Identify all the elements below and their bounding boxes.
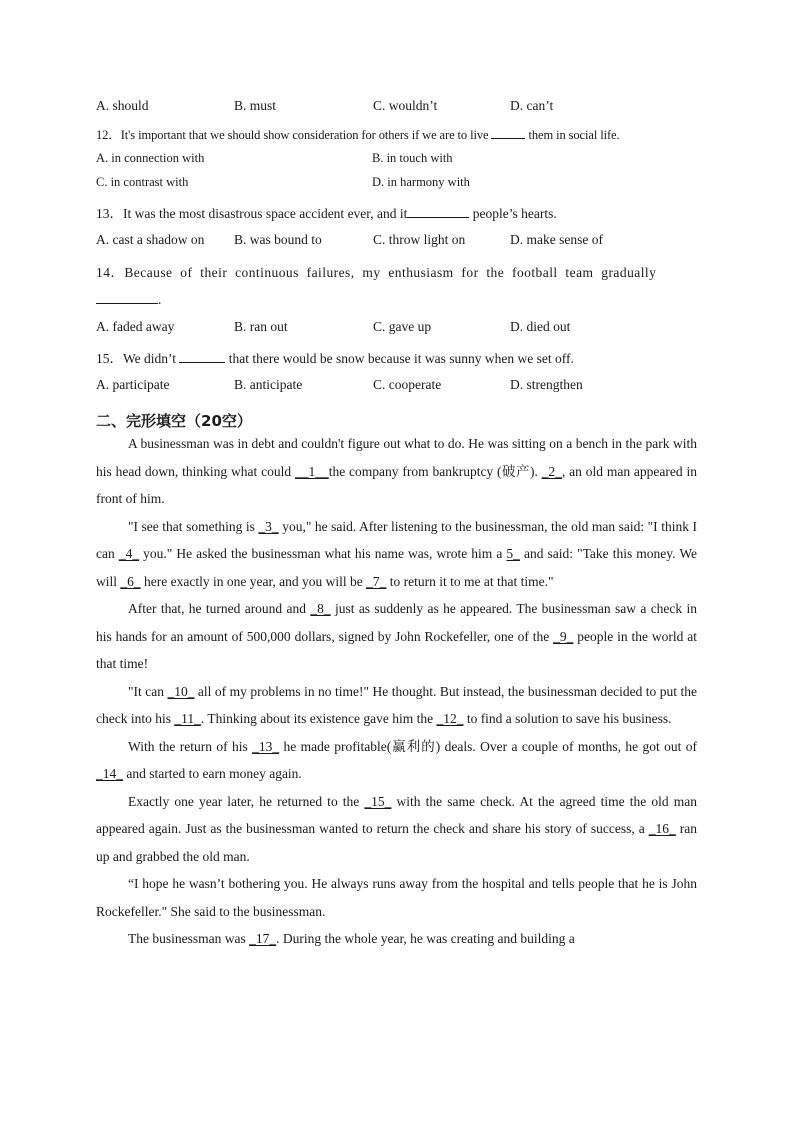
cloze-blank-4[interactable]: _4_ — [118, 546, 140, 561]
passage-text: here exactly in one year, and you will be — [140, 573, 367, 589]
cloze-blank-8[interactable]: _8_ — [310, 601, 331, 616]
passage-text: and said: "Take this money. We will — [96, 546, 698, 589]
passage-text: After that, he turned around and — [128, 601, 311, 616]
cloze-blank-14[interactable]: _14_ — [96, 766, 123, 781]
q15-option-d[interactable]: D. strengthen — [510, 377, 583, 392]
q15-options — [96, 377, 696, 395]
q13-stem-end: people’s hearts. — [469, 206, 557, 221]
q12-options-row2 — [96, 175, 696, 193]
passage-text: he made profitable(赢利的) deals. Over a couple of months, he got out of — [279, 738, 697, 754]
q15-option-b[interactable]: B. anticipate — [234, 377, 303, 392]
passage-text: people in the world at that time! — [96, 628, 698, 671]
passage-text: "I see that something is — [128, 518, 259, 534]
q13-stem-start: 13．It was the most disastrous space accident ever, and it — [96, 206, 408, 221]
q14-stem-line2 — [96, 291, 696, 308]
passage-text: to find a solution to save his business. — [463, 711, 672, 726]
passage-text: The businessman was — [128, 931, 250, 946]
q14-stem-end: . — [158, 292, 162, 307]
passage-text: With the return of his — [128, 738, 253, 754]
cloze-blank-15[interactable]: _15_ — [364, 793, 392, 809]
cloze-blank-1[interactable]: __1__ — [294, 463, 329, 479]
passage-text: the company from bankruptcy (破产). — [328, 463, 542, 479]
q12-option-b[interactable]: B. in touch with — [372, 151, 453, 165]
q11-option-a[interactable]: A. should — [96, 98, 149, 113]
q11-option-c[interactable]: C. wouldn’t — [373, 98, 438, 113]
cloze-blank-13[interactable]: _13_ — [252, 738, 280, 754]
q13-option-a[interactable]: A. cast a shadow on — [96, 232, 205, 247]
q13-options — [96, 232, 696, 250]
q12-blank[interactable] — [491, 126, 525, 139]
q14-stem: 14．Because of their continuous failures, my enthusiasm for the football team gradually — [96, 265, 657, 280]
cloze-blank-16[interactable]: _16_ — [648, 821, 676, 836]
cloze-blank-11[interactable]: _11_ — [174, 711, 201, 726]
q14-option-c[interactable]: C. gave up — [373, 319, 432, 334]
passage-paragraph-8 — [96, 925, 697, 953]
passage-paragraph-6 — [96, 788, 697, 871]
passage-text: . During the whole year, he was creating and building a — [276, 931, 575, 946]
cloze-blank-5[interactable]: 5_ — [506, 546, 520, 561]
q12-stem-end: them in social life. — [525, 128, 620, 142]
passage-paragraph-3 — [96, 595, 697, 678]
passage-text: "It can — [128, 683, 168, 699]
passage-paragraph-4 — [96, 678, 697, 733]
q11-options — [96, 98, 696, 116]
q15-stem — [96, 347, 696, 367]
q13-blank[interactable] — [407, 205, 469, 218]
q15-stem-start: 15．We didn’t — [96, 351, 180, 366]
passage-paragraph-2 — [96, 513, 697, 596]
q14-options — [96, 319, 696, 337]
passage-paragraph-5 — [96, 733, 697, 788]
passage-text: to return it to me at that time." — [386, 573, 554, 589]
q14-option-b[interactable]: B. ran out — [234, 319, 288, 334]
passage-text: and started to earn money again. — [123, 766, 302, 781]
passage-text: , an old man appeared in front of him. — [96, 463, 697, 506]
q14-blank[interactable] — [96, 291, 158, 304]
cloze-blank-17[interactable]: _17_ — [249, 931, 277, 946]
passage-text: ran up and grabbed the old man. — [96, 821, 697, 864]
q15-option-a[interactable]: A. participate — [96, 377, 170, 392]
passage-text: you," he said. After listening to the businessman, the old man said: "I think I can — [96, 518, 697, 561]
passage-text: . Thinking about its existence gave him the — [200, 711, 437, 726]
section-title: 二、完形填空（20空） — [96, 412, 252, 430]
cloze-blank-9[interactable]: _9_ — [553, 628, 574, 644]
cloze-blank-6[interactable]: _6_ — [120, 573, 141, 589]
passage-paragraph-1 — [96, 430, 697, 513]
passage-text: just as suddenly as he appeared. The businessman saw a check in his hands for an amount of 500,000 dollars, signed by John Rockefeller, one of the — [96, 601, 698, 644]
passage-text: A businessman was in debt and couldn't figure out what to do. He was sitting on a bench in the park with his head down, thinking what could — [96, 436, 697, 479]
q13-option-d[interactable]: D. make sense of — [510, 232, 603, 247]
cloze-passage — [96, 430, 697, 953]
q13-option-b[interactable]: B. was bound to — [234, 232, 322, 247]
q15-option-c[interactable]: C. cooperate — [373, 377, 442, 392]
q11-option-d[interactable]: D. can’t — [510, 98, 554, 113]
q13-option-c[interactable]: C. throw light on — [373, 232, 466, 247]
cloze-blank-3[interactable]: _3_ — [258, 518, 279, 534]
cloze-blank-10[interactable]: _10_ — [167, 683, 195, 699]
q15-stem-end: that there would be snow because it was sunny when we set off. — [225, 351, 574, 366]
passage-text: all of my problems in no time!" He thought. But instead, the businessman decided to put the check into his — [96, 683, 697, 726]
q12-stem — [96, 125, 696, 143]
q12-stem-start: 12．It's important that we should show consideration for others if we are to live — [96, 128, 492, 142]
passage-paragraph-7: “I hope he wasn’t bothering you. He always runs away from the hospital and tells people that he is John Rockefeller." She said to the businessman. — [96, 876, 697, 919]
q12-options-row1 — [96, 151, 696, 169]
passage-text: with the same check. At the agreed time the old man appeared again. Just as the businessman wanted to return the check and share his story of success, a — [96, 793, 697, 836]
q14-option-d[interactable]: D. died out — [510, 319, 571, 334]
q14-option-a[interactable]: A. faded away — [96, 319, 175, 334]
q12-option-d[interactable]: D. in harmony with — [372, 175, 470, 189]
cloze-blank-2[interactable]: _2_ — [541, 463, 562, 479]
passage-text: Exactly one year later, he returned to the — [128, 793, 365, 809]
q11-option-b[interactable]: B. must — [234, 98, 277, 113]
q15-blank[interactable] — [179, 350, 225, 363]
cloze-blank-12[interactable]: _12_ — [436, 711, 464, 726]
q12-option-c[interactable]: C. in contrast with — [96, 175, 189, 189]
passage-text: you." He asked the businessman what his name was, wrote him a — [139, 546, 507, 561]
q12-option-a[interactable]: A. in connection with — [96, 151, 205, 165]
cloze-blank-7[interactable]: _7_ — [366, 573, 387, 589]
q13-stem — [96, 202, 696, 222]
